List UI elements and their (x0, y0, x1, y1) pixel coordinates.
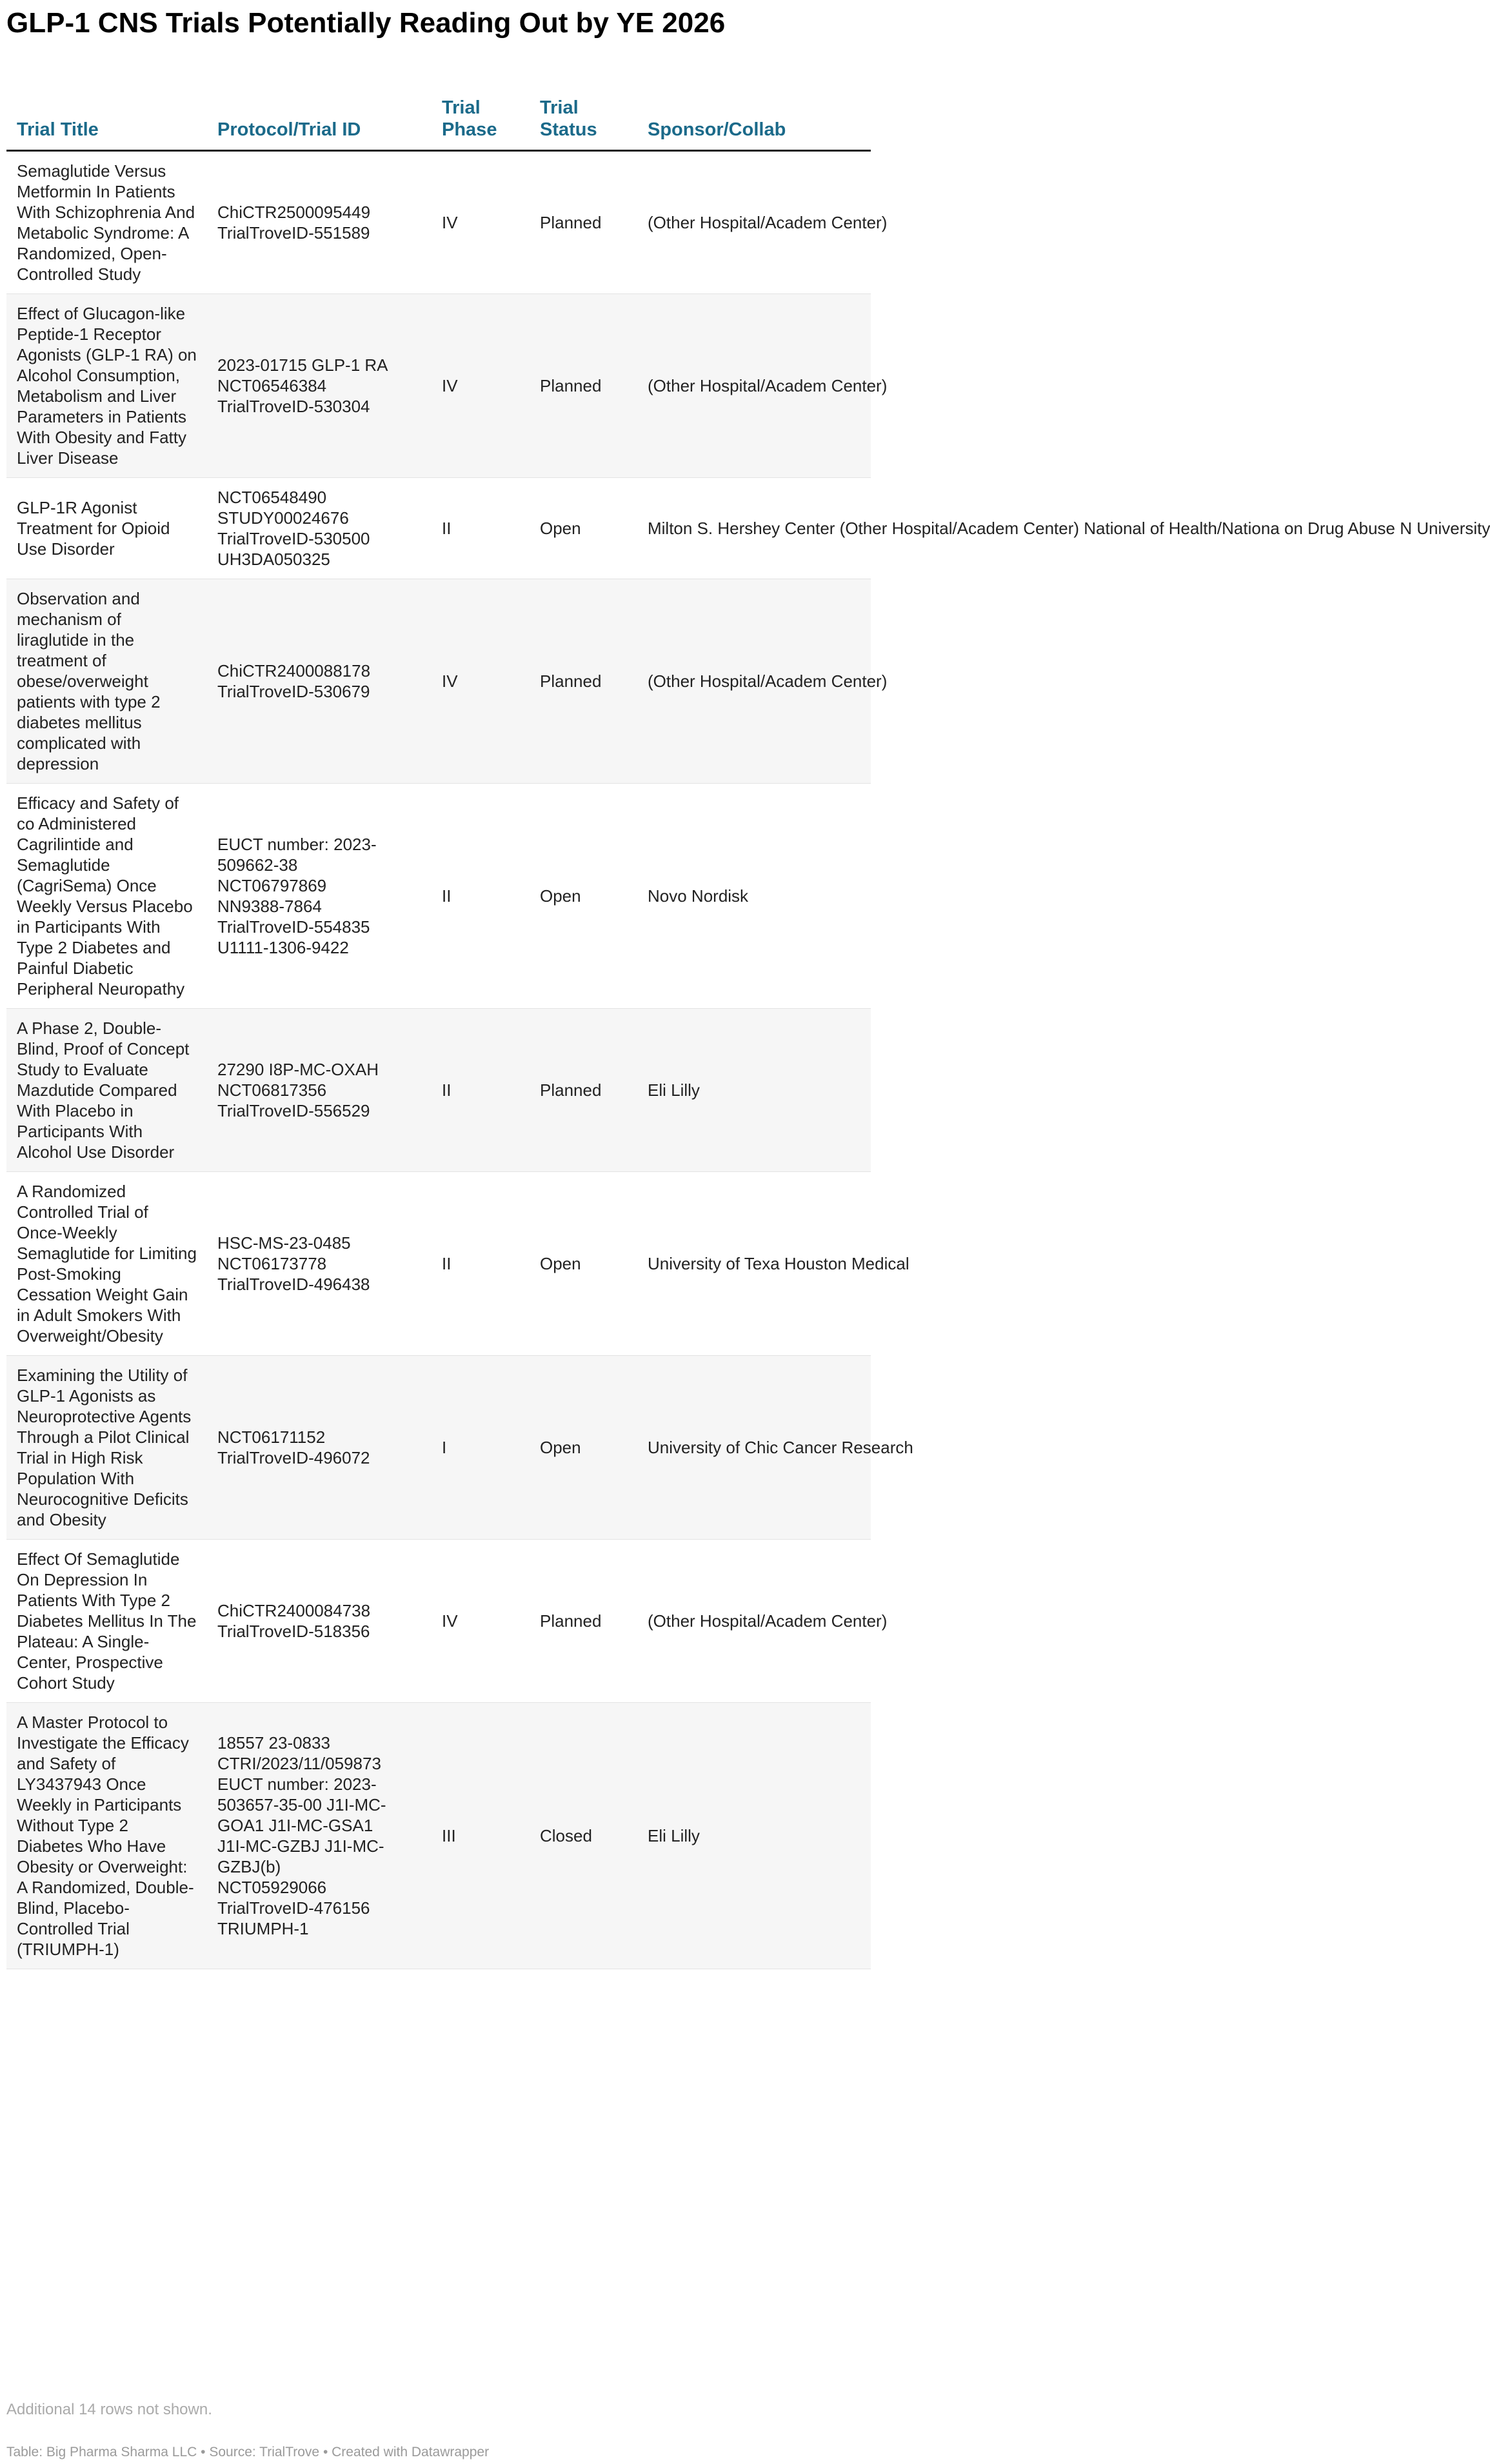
cell-trial-phase: II (432, 784, 530, 1009)
cell-protocol-id: ChiCTR2400088178 TrialTroveID-530679 (207, 579, 432, 784)
table-row (6, 1540, 871, 1703)
cell-trial-status: Planned (530, 579, 637, 784)
cell-trial-status: Open (530, 1172, 637, 1356)
cell-trial-status: Planned (530, 151, 637, 294)
cell-trial-phase: III (432, 1703, 530, 1969)
table-row (6, 478, 871, 579)
cell-trial-title: Efficacy and Safety of co Administered Cagrilintide and Semaglutide (CagriSema) Once Weekly Versus Placebo in Participants With Type 2 Diabetes and Painful Diabetic Peripheral Neuropathy (6, 784, 207, 1009)
cell-trial-status: Planned (530, 1009, 637, 1172)
table-row (6, 579, 871, 784)
cell-sponsor: Milton S. Hershey Center (Other Hospital/Academ Center) National of Health/Nationa on Drug Abuse N University (637, 478, 871, 579)
cell-protocol-id: NCT06171152 TrialTroveID-496072 (207, 1356, 432, 1540)
cell-trial-title: GLP-1R Agonist Treatment for Opioid Use Disorder (6, 478, 207, 579)
cell-sponsor: (Other Hospital/Academ Center) (637, 294, 871, 478)
cell-protocol-id: EUCT number: 2023- 509662-38 NCT06797869 NN9388-7864 TrialTroveID-554835 U1111-1306-9422 (207, 784, 432, 1009)
cell-sponsor: (Other Hospital/Academ Center) (637, 151, 871, 294)
table-header-row (6, 89, 871, 151)
cell-trial-phase: IV (432, 151, 530, 294)
cell-sponsor: (Other Hospital/Academ Center) (637, 579, 871, 784)
cell-sponsor: University of Chic Cancer Research (637, 1356, 871, 1540)
cell-protocol-id: NCT06548490 STUDY00024676 TrialTroveID-530500 UH3DA050325 (207, 478, 432, 579)
rows-not-shown-note: Additional 14 rows not shown. (6, 2401, 212, 2418)
cell-trial-status: Open (530, 1356, 637, 1540)
cell-sponsor: University of Texa Houston Medical (637, 1172, 871, 1356)
table-row (6, 1172, 871, 1356)
cell-trial-status: Closed (530, 1703, 637, 1969)
cell-protocol-id: 2023-01715 GLP-1 RA NCT06546384 TrialTroveID-530304 (207, 294, 432, 478)
table-row (6, 1356, 871, 1540)
cell-protocol-id: ChiCTR2500095449 TrialTroveID-551589 (207, 151, 432, 294)
trials-table-container[interactable] (6, 89, 1490, 1969)
column-header-sponsor[interactable]: Sponsor/Collab (637, 89, 871, 151)
cell-trial-phase: II (432, 478, 530, 579)
cell-trial-status: Open (530, 478, 637, 579)
cell-sponsor: Novo Nordisk (637, 784, 871, 1009)
page-title: GLP-1 CNS Trials Potentially Reading Out by YE 2026 (6, 7, 726, 39)
cell-protocol-id: HSC-MS-23-0485 NCT06173778 TrialTroveID-496438 (207, 1172, 432, 1356)
table-row (6, 1009, 871, 1172)
cell-trial-phase: II (432, 1172, 530, 1356)
table-row (6, 784, 871, 1009)
column-header-protocol-id[interactable]: Protocol/Trial ID (207, 89, 432, 151)
cell-protocol-id: ChiCTR2400084738 TrialTroveID-518356 (207, 1540, 432, 1703)
cell-trial-title: Examining the Utility of GLP-1 Agonists as Neuroprotective Agents Through a Pilot Clinical Trial in High Risk Population With Neurocognitive Deficits and Obesity (6, 1356, 207, 1540)
cell-trial-status: Planned (530, 1540, 637, 1703)
cell-trial-title: Observation and mechanism of liraglutide in the treatment of obese/overweight patients with type 2 diabetes mellitus complicated with depression (6, 579, 207, 784)
cell-trial-title: A Phase 2, Double-Blind, Proof of Concept Study to Evaluate Mazdutide Compared With Placebo in Participants With Alcohol Use Disorder (6, 1009, 207, 1172)
cell-protocol-id: 27290 I8P-MC-OXAH NCT06817356 TrialTroveID-556529 (207, 1009, 432, 1172)
cell-trial-status: Planned (530, 294, 637, 478)
cell-protocol-id: 18557 23-0833 CTRI/2023/11/059873 EUCT number: 2023- 503657-35-00 J1I-MC- GOA1 J1I-MC-GSA1 J1I-MC-GZBJ J1I-MC- GZBJ(b) NCT05929066 TrialTroveID-476156 TRIUMPH-1 (207, 1703, 432, 1969)
table-row (6, 151, 871, 294)
cell-trial-phase: I (432, 1356, 530, 1540)
cell-trial-phase: IV (432, 294, 530, 478)
cell-trial-title: A Randomized Controlled Trial of Once-Weekly Semaglutide for Limiting Post-Smoking Cessation Weight Gain in Adult Smokers With Overweight/Obesity (6, 1172, 207, 1356)
column-header-trial-phase[interactable]: Trial Phase (432, 89, 530, 151)
cell-trial-title: Effect of Glucagon-like Peptide-1 Receptor Agonists (GLP-1 RA) on Alcohol Consumption, Metabolism and Liver Parameters in Patients With Obesity and Fatty Liver Disease (6, 294, 207, 478)
cell-trial-phase: II (432, 1009, 530, 1172)
cell-sponsor: (Other Hospital/Academ Center) (637, 1540, 871, 1703)
table-row (6, 294, 871, 478)
cell-trial-phase: IV (432, 579, 530, 784)
cell-sponsor: Eli Lilly (637, 1703, 871, 1969)
cell-trial-title: A Master Protocol to Investigate the Efficacy and Safety of LY3437943 Once Weekly in Participants Without Type 2 Diabetes Who Have Obesity or Overweight: A Randomized, Double-Blind, Placebo-Controlled Trial (TRIUMPH-1) (6, 1703, 207, 1969)
cell-trial-status: Open (530, 784, 637, 1009)
column-header-trial-status[interactable]: Trial Status (530, 89, 637, 151)
column-header-trial-title[interactable]: Trial Title (6, 89, 207, 151)
cell-trial-phase: IV (432, 1540, 530, 1703)
cell-sponsor: Eli Lilly (637, 1009, 871, 1172)
cell-trial-title: Semaglutide Versus Metformin In Patients With Schizophrenia And Metabolic Syndrome: A Randomized, Open-Controlled Study (6, 151, 207, 294)
table-row (6, 1703, 871, 1969)
trials-table (6, 89, 1490, 1969)
source-credit: Table: Big Pharma Sharma LLC • Source: TrialTrove • Created with Datawrapper (6, 2445, 490, 2459)
cell-trial-title: Effect Of Semaglutide On Depression In Patients With Type 2 Diabetes Mellitus In The Plateau: A Single-Center, Prospective Cohort Study (6, 1540, 207, 1703)
